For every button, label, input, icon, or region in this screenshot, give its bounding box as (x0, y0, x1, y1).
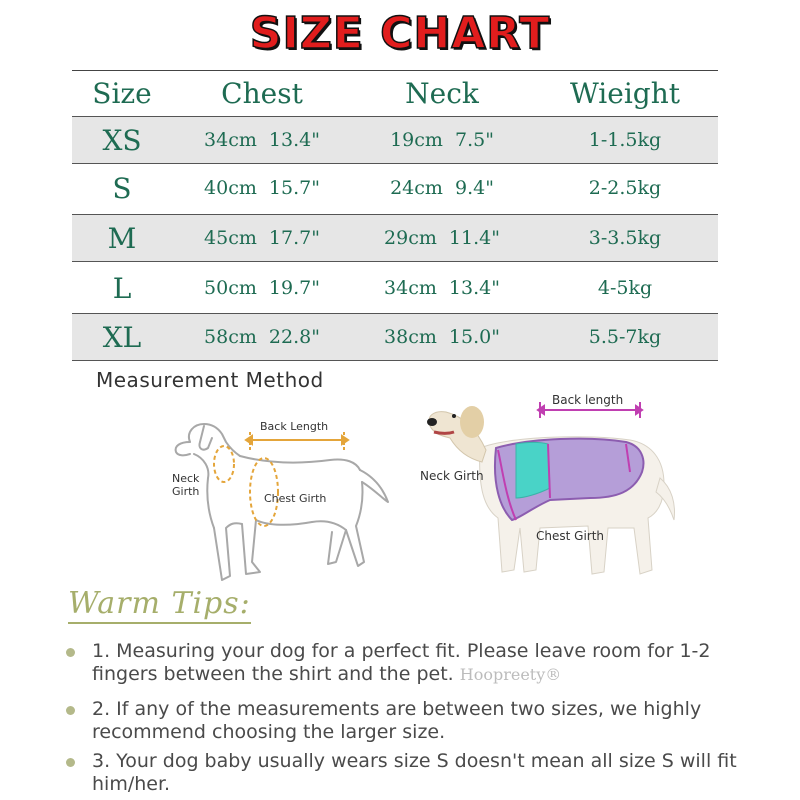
table-header-row (72, 70, 718, 116)
bullet-icon (66, 758, 75, 767)
neck-cell: 24cm 9.4" (390, 177, 494, 199)
table-row (72, 214, 718, 262)
tips-title: Warm Tips: (68, 586, 251, 624)
weight-cell: 3-3.5kg (588, 227, 662, 249)
neck-cell: 38cm 15.0" (384, 326, 500, 348)
weight-cell: 4-5kg (597, 277, 653, 299)
size-cell: M (107, 221, 137, 255)
chest-cell: 34cm 13.4" (204, 129, 320, 151)
size-cell: XL (102, 320, 142, 354)
outline-neck-label: Neck (172, 472, 200, 485)
dog-outline-illustration (160, 412, 400, 590)
neck-cell: 29cm 11.4" (384, 227, 500, 249)
measurement-section (0, 362, 800, 592)
table-row (72, 116, 718, 164)
table-row (72, 164, 718, 212)
header-size: Size (92, 77, 152, 110)
chest-cell: 58cm 22.8" (204, 326, 320, 348)
outline-chest-girth-label: Chest Girth (264, 492, 327, 505)
chest-cell: 45cm 17.7" (204, 227, 320, 249)
photo-neck-girth-label: Neck Girth (420, 469, 484, 483)
header-weight: Wieight (570, 77, 680, 110)
table-row (72, 313, 718, 361)
bullet-icon (66, 648, 75, 657)
bullet-icon (66, 706, 75, 715)
page-title: SIZE CHART (249, 8, 551, 59)
size-cell: S (112, 171, 132, 205)
header-neck: Neck (405, 77, 479, 110)
weight-cell: 2-2.5kg (588, 177, 662, 199)
photo-back-length-label: Back length (552, 393, 624, 407)
tip-text: 2. If any of the measurements are between two sizes, we highly recommend choosing the larger size. (92, 698, 702, 743)
watermark-text: Hoopreety® (459, 665, 562, 684)
weight-cell: 1-1.5kg (588, 129, 662, 151)
neck-cell: 19cm 7.5" (390, 129, 494, 151)
outline-girth-label: Girth (172, 485, 200, 498)
weight-cell: 5.5-7kg (588, 326, 662, 348)
tip-text: 1. Measuring your dog for a perfect fit. Please leave room for 1-2 fingers between the shirt and the pet. (92, 640, 711, 685)
header-chest: Chest (221, 77, 303, 110)
dog-photo-illustration (420, 388, 680, 588)
table-row (72, 264, 718, 312)
chest-cell: 40cm 15.7" (204, 177, 320, 199)
neck-cell: 34cm 13.4" (384, 277, 500, 299)
photo-chest-girth-label: Chest Girth (536, 529, 605, 543)
outline-back-length-label: Back Length (260, 420, 329, 433)
size-cell: L (112, 271, 132, 305)
measurement-title: Measurement Method (96, 368, 324, 392)
chest-cell: 50cm 19.7" (204, 277, 320, 299)
size-cell: XS (102, 123, 142, 157)
tip-text: 3. Your dog baby usually wears size S doesn't mean all size S will fit him/her. (92, 750, 737, 795)
